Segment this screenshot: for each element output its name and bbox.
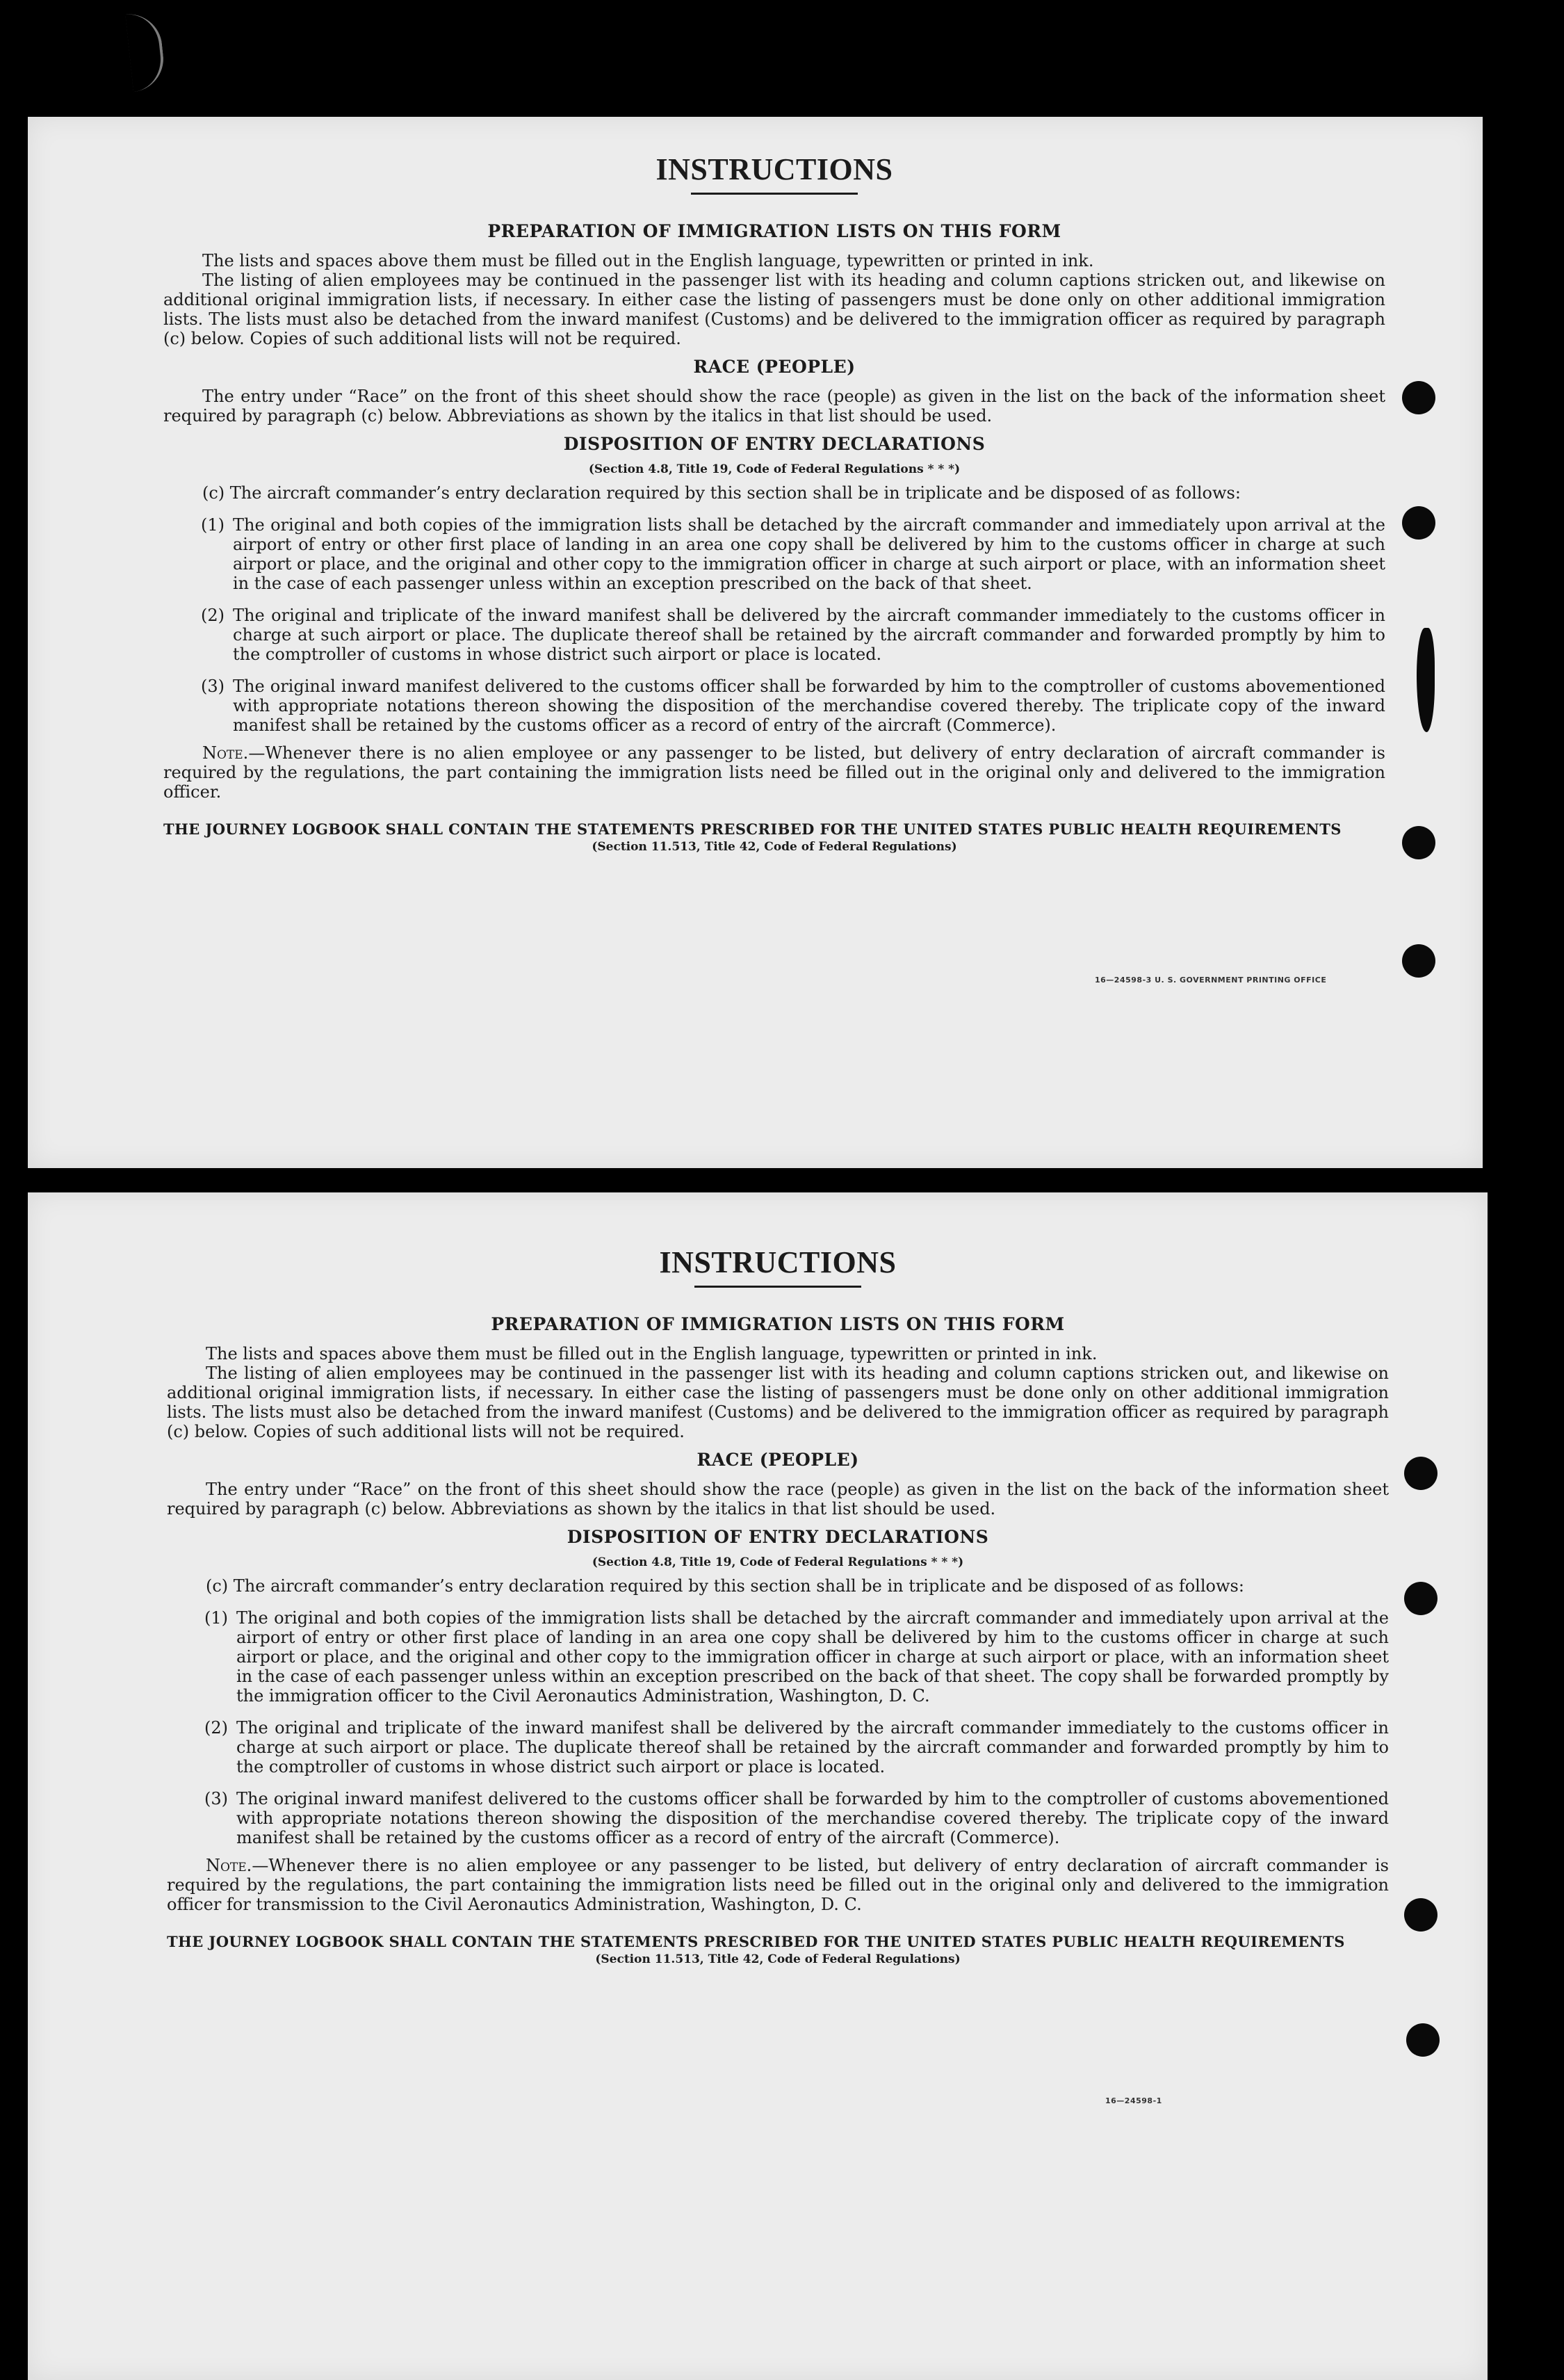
disposition-heading: DISPOSITION OF ENTRY DECLARATIONS [567,1527,989,1547]
item-number: (3) [201,677,225,696]
race-paragraph: The entry under “Race” on the front of this sheet should show the race (people) as given in the list on the back of the information sheet required by paragraph (c) below. Abbreviations as shown by the italics in that list should be used. [163,387,1385,426]
disposition-paragraph-c: (c) The aircraft commander’s entry declaration required by this section shall be in triplicate and be disposed of as follows: [202,483,1241,503]
item-text: The original inward manifest delivered to the customs officer shall be forwarded by him to the comptroller of customs abovementioned with appropriate notations thereon showing the disposition of the merchandise covered thereby. The triplicate copy of the inward manifest shall be retained by the customs officer as a record of entry of the aircraft (Commerce). [236,1789,1389,1847]
note-text: —Whenever there is no alien employee or any passenger to be listed, but delivery of entry declaration of aircraft commander is required by the regulations, the part containing the immigration lists need be filled out in the original only and delivered to the immigration officer for transmission to the Civil Aeronautics Administration, Washington, D. C. [167,1856,1389,1914]
disposition-item-3 [163,677,1385,735]
sheet-title: INSTRUCTIONS [655,152,893,186]
instruction-sheet-top [28,117,1483,1168]
disposition-item-1 [167,1608,1389,1706]
disposition-citation: (Section 4.8, Title 19, Code of Federal Regulations * * *) [592,1555,964,1569]
race-paragraph: The entry under “Race” on the front of this sheet should show the race (people) as given in the list on the back of the information sheet required by paragraph (c) below. Abbreviations as shown by the italics in that list should be used. [167,1480,1389,1519]
prep-paragraph-1: The lists and spaces above them must be filled out in the English language, typewritten or printed in ink. [206,1344,1098,1363]
logbook-citation: (Section 11.513, Title 42, Code of Federal Regulations) [595,1952,961,1966]
disposition-item-1 [163,515,1385,593]
punch-hole [1406,2023,1440,2057]
instruction-sheet-bottom [28,1192,1488,2380]
title-underline [691,193,858,195]
disposition-item-3 [167,1789,1389,1847]
note-paragraph [163,743,1385,802]
item-text: The original and triplicate of the inward manifest shall be delivered by the aircraft commander immediately to the customs officer in charge at such airport or place. The duplicate thereof shall be retained by the aircraft commander and forwarded promptly by him to the comptroller of customs in whose district such airport or place is located. [236,1718,1389,1776]
item-number: (3) [204,1789,228,1808]
race-heading: RACE (PEOPLE) [697,1450,859,1470]
race-heading: RACE (PEOPLE) [693,357,856,377]
disposition-heading: DISPOSITION OF ENTRY DECLARATIONS [563,434,986,454]
title-underline [694,1286,861,1288]
prep-heading: PREPARATION OF IMMIGRATION LISTS ON THIS FORM [487,221,1061,241]
punch-hole [1404,1898,1437,1932]
print-code: 16—24598-3 U. S. GOVERNMENT PRINTING OFFICE [1095,976,1327,985]
disposition-citation: (Section 4.8, Title 19, Code of Federal Regulations * * *) [588,462,961,476]
punch-hole [1402,381,1435,414]
note-label: Note. [202,743,249,763]
sheet-top-content [163,152,1385,854]
item-number: (1) [204,1608,228,1628]
prep-paragraph-2: The listing of alien employees may be continued in the passenger list with its heading and column captions stricken out, and likewise on additional original immigration lists, if necessary. In either case the listing of passengers must be done only on other additional immigration lists. The lists must also be detached from the inward manifest (Customs) and be delivered to the immigration officer as required by paragraph (c) below. Copies of such additional lists will not be required. [167,1363,1389,1441]
punch-hole [1402,944,1435,978]
prep-paragraph-2: The listing of alien employees may be continued in the passenger list with its heading and column captions stricken out, and likewise on additional original immigration lists, if necessary. In either case the listing of passengers must be done only on other additional immigration lists. The lists must also be detached from the inward manifest (Customs) and be delivered to the immigration officer as required by paragraph (c) below. Copies of such additional lists will not be required. [163,270,1385,348]
disposition-item-2 [163,606,1385,664]
disposition-paragraph-c: (c) The aircraft commander’s entry declaration required by this section shall be in triplicate and be disposed of as follows: [206,1576,1244,1596]
item-number: (1) [201,515,225,535]
punch-hole [1402,826,1435,859]
scan-corner-mark [125,11,166,92]
logbook-statement: THE JOURNEY LOGBOOK SHALL CONTAIN THE STATEMENTS PRESCRIBED FOR THE UNITED STATES PUBLIC HEALTH REQUIREMENTS [167,1933,1345,1950]
disposition-item-2 [167,1718,1389,1776]
punch-hole [1404,1582,1437,1615]
item-number: (2) [201,606,225,625]
prep-paragraph-1: The lists and spaces above them must be filled out in the English language, typewritten or printed in ink. [202,251,1094,270]
tear-mark [1417,628,1435,732]
note-paragraph [167,1856,1389,1914]
sheet-bottom-content [167,1245,1389,1966]
note-text: —Whenever there is no alien employee or any passenger to be listed, but delivery of entry declaration of aircraft commander is required by the regulations, the part containing the immigration lists need be filled out in the original only and delivered to the immigration officer. [163,743,1385,802]
punch-hole [1404,1457,1437,1490]
note-label: Note. [206,1856,252,1875]
punch-hole [1402,506,1435,540]
item-text: The original and both copies of the immigration lists shall be detached by the aircraft commander and immediately upon arrival at the airport of entry or other first place of landing in an area one copy shall be delivered by him to the customs officer in charge at such airport or place, and the original and other copy to the immigration officer in charge at such airport or place, with an information sheet in the case of each passenger unless within an exception prescribed on the back of that sheet. The copy shall be forwarded promptly by the immigration officer to the Civil Aeronautics Administration, Washington, D. C. [236,1608,1389,1706]
sheet-title: INSTRUCTIONS [659,1245,897,1279]
logbook-statement: THE JOURNEY LOGBOOK SHALL CONTAIN THE STATEMENTS PRESCRIBED FOR THE UNITED STATES PUBLIC HEALTH REQUIREMENTS [163,820,1342,838]
logbook-citation: (Section 11.513, Title 42, Code of Federal Regulations) [592,840,957,854]
item-text: The original and triplicate of the inward manifest shall be delivered by the aircraft commander immediately to the customs officer in charge at such airport or place. The duplicate thereof shall be retained by the aircraft commander and forwarded promptly by him to the comptroller of customs in whose district such airport or place is located. [233,606,1385,664]
item-text: The original and both copies of the immigration lists shall be detached by the aircraft commander and immediately upon arrival at the airport of entry or other first place of landing in an area one copy shall be delivered by him to the customs officer in charge at such airport or place, and the original and other copy to the immigration officer in charge at such airport or place, with an information sheet in the case of each passenger unless within an exception prescribed on the back of that sheet. [233,515,1385,593]
item-text: The original inward manifest delivered to the customs officer shall be forwarded by him to the comptroller of customs abovementioned with appropriate notations thereon showing the disposition of the merchandise covered thereby. The triplicate copy of the inward manifest shall be retained by the customs officer as a record of entry of the aircraft (Commerce). [233,677,1385,735]
prep-heading: PREPARATION OF IMMIGRATION LISTS ON THIS FORM [491,1314,1065,1334]
item-number: (2) [204,1718,228,1738]
print-code: 16—24598-1 [1105,2096,1162,2105]
